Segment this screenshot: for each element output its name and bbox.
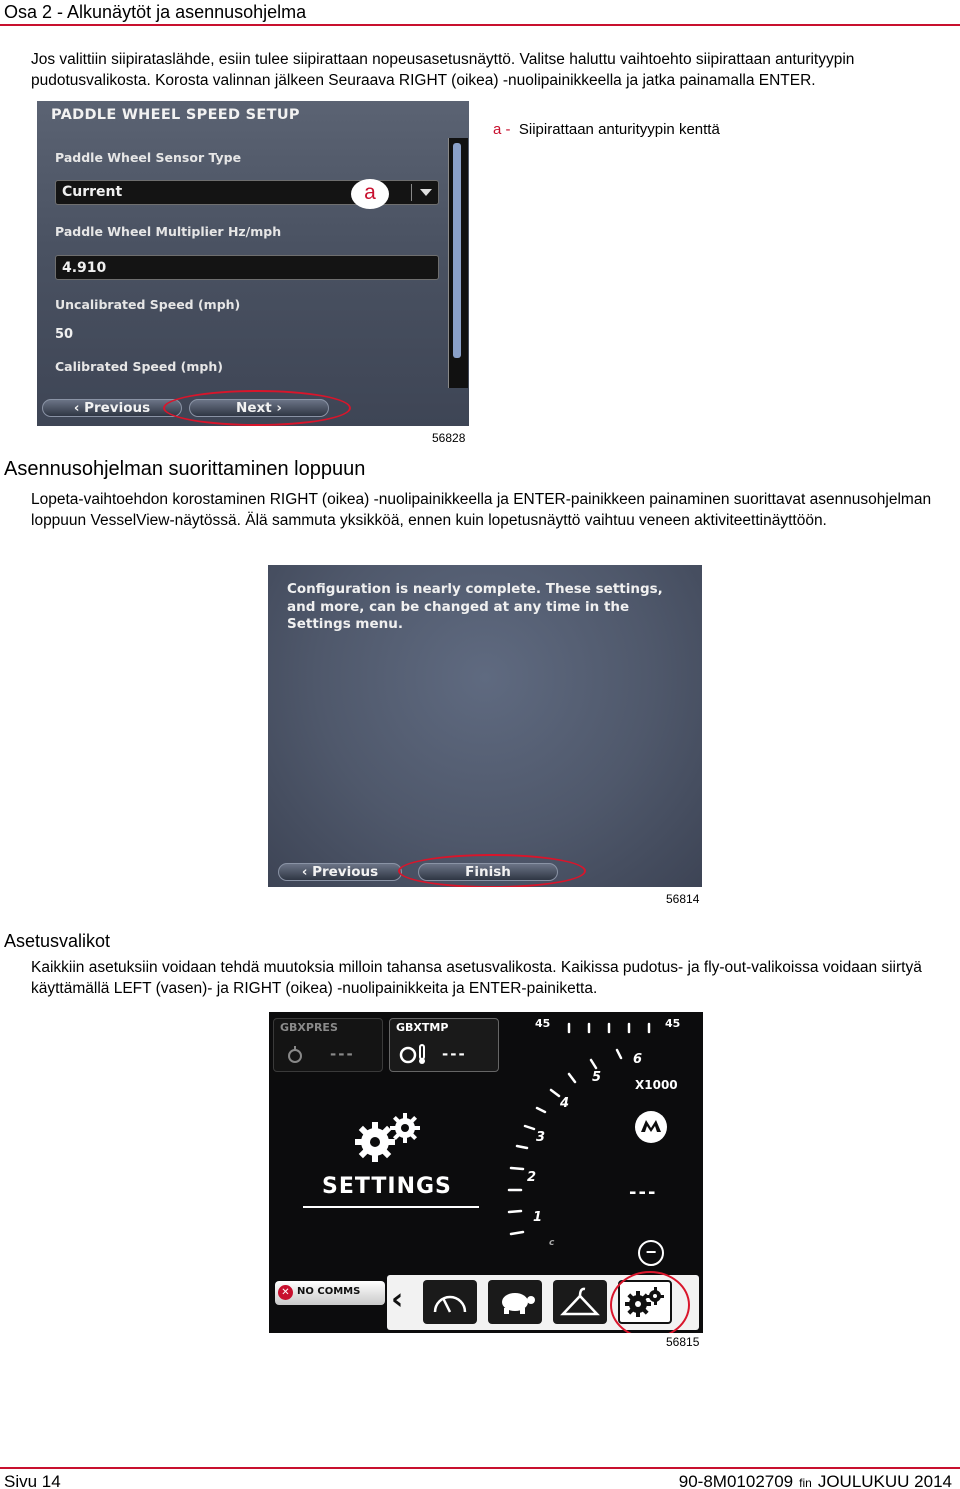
header-divider [0, 24, 960, 26]
tach-tick-c: c [549, 1238, 555, 1248]
paddle-wheel-setup-screenshot [37, 101, 469, 426]
sensor-type-label: Paddle Wheel Sensor Type [55, 150, 242, 165]
multiplier-value: 4.910 [62, 260, 107, 276]
gauge-menu-item[interactable] [423, 1280, 477, 1324]
gears-icon [353, 1110, 429, 1166]
gauge-icon [423, 1280, 477, 1324]
tach-right-label: 45 [665, 1017, 681, 1030]
tach-multiplier: X1000 [635, 1078, 678, 1092]
section-paragraph: Kaikkiin asetuksiin voidaan tehdä muutoksia milloin tahansa asetusvalikosta. Kaikissa pudotus- ja fly-out-valikoissa voidaan siirtyä käyttämällä LEFT (vasen)- ja RIGHT (oikea) -nuolipainikkeita ja ENTER-painiketta. [31, 959, 922, 997]
tach-tick-3: 3 [536, 1130, 546, 1145]
document-number: 90-8M0102709 [678, 1472, 794, 1489]
page-number: Sivu 14 [4, 1472, 61, 1489]
finish-button[interactable]: Finish [418, 863, 558, 881]
tile-value: --- [330, 1045, 355, 1063]
speed-value: --- [629, 1182, 658, 1203]
tachometer-scale [499, 1016, 699, 1266]
minus-button[interactable]: − [638, 1240, 664, 1266]
oil-pressure-icon [284, 1044, 306, 1064]
tach-tick-5: 5 [592, 1070, 602, 1085]
error-icon: ✕ [278, 1285, 293, 1300]
legend-letter: a - [493, 121, 511, 138]
chevron-down-icon [420, 189, 432, 196]
previous-button[interactable]: ‹ Previous [278, 863, 402, 881]
hanger-menu-item[interactable] [553, 1280, 607, 1324]
uncalibrated-speed-value: 50 [55, 327, 74, 342]
temperature-icon [398, 1043, 428, 1065]
highlight-circle [163, 390, 351, 426]
sensor-type-value: Current [62, 184, 123, 200]
highlight-circle [398, 854, 586, 887]
back-arrow-button[interactable]: ‹ [391, 1282, 404, 1317]
screen-title: PADDLE WHEEL SPEED SETUP [51, 107, 300, 123]
gearbox-temp-tile[interactable] [389, 1018, 499, 1072]
uncalibrated-speed-label: Uncalibrated Speed (mph) [55, 297, 241, 312]
gearbox-pressure-tile[interactable] [273, 1018, 383, 1072]
next-button[interactable]: Next › [189, 399, 329, 417]
mercury-logo-icon [633, 1110, 669, 1144]
no-comms-badge [275, 1281, 385, 1305]
multiplier-field[interactable] [55, 255, 439, 280]
highlight-circle [610, 1271, 690, 1333]
section-heading: Asetusvalikot [4, 931, 111, 951]
settings-title: SETTINGS [322, 1174, 452, 1199]
previous-button[interactable]: ‹ Previous [42, 399, 182, 417]
scrollbar[interactable] [448, 138, 468, 388]
figure-number: 56815 [666, 1335, 700, 1349]
section-heading: Asennusohjelman suorittaminen loppuun [4, 458, 366, 480]
section-paragraph: Lopeta-vaihtoehdon korostaminen RIGHT (oikea) -nuolipainikkeella ja ENTER-painikkeen painaminen suorittavat asennusohjelman loppuun VesselView-näytössä. Älä sammuta yksikköä, ennen kuin lopetusnäyttö vaihtuu veneen aktiviteettinäyttöön. [31, 491, 932, 529]
hanger-icon [553, 1280, 607, 1324]
multiplier-label: Paddle Wheel Multiplier Hz/mph [55, 224, 282, 239]
config-complete-screenshot [268, 565, 702, 887]
tile-label: GBXTMP [396, 1021, 449, 1034]
figure-number: 56814 [666, 892, 700, 906]
settings-menu-screenshot [269, 1012, 703, 1333]
publication-date: JOULUKUU 2014 [817, 1472, 952, 1489]
tach-tick-2: 2 [527, 1170, 537, 1185]
language-code: fin [799, 1476, 812, 1489]
turtle-icon [488, 1280, 542, 1324]
calibrated-speed-label: Calibrated Speed (mph) [55, 359, 223, 374]
figure-number: 56828 [432, 431, 466, 445]
tile-value: --- [442, 1045, 467, 1063]
figure-legend [493, 121, 720, 138]
tach-tick-6: 6 [633, 1052, 643, 1067]
page-header-title: Osa 2 - Alkunäytöt ja asennusohjelma [4, 2, 307, 22]
scrollbar-thumb[interactable] [453, 143, 461, 358]
dropdown-separator [411, 184, 412, 201]
troll-menu-item[interactable] [488, 1280, 542, 1324]
callout-marker-a: a [351, 179, 389, 209]
intro-paragraph: Jos valittiin siipirataslähde, esiin tulee siipirattaan nopeusasetusnäyttö. Valitse haluttu vaihtoehto siipirattaan anturityypin pudotusvalikosta. Korosta valinnan jälkeen Seuraava RIGHT (oikea) -nuolipainikkeella ja jatka painamalla ENTER. [31, 51, 855, 89]
footer-divider [0, 1467, 960, 1469]
settings-underline [303, 1206, 479, 1208]
legend-text: Siipirattaan anturityypin kenttä [518, 121, 720, 138]
footer-info [679, 1472, 952, 1489]
completion-message: Configuration is nearly complete. These settings, and more, can be changed at any time in the Settings menu. [287, 581, 663, 632]
tach-tick-1: 1 [533, 1210, 543, 1225]
tach-left-label: 45 [535, 1017, 551, 1030]
no-comms-label: NO COMMS [297, 1286, 361, 1297]
tile-label: GBXPRES [280, 1021, 338, 1034]
tach-tick-4: 4 [560, 1096, 570, 1111]
